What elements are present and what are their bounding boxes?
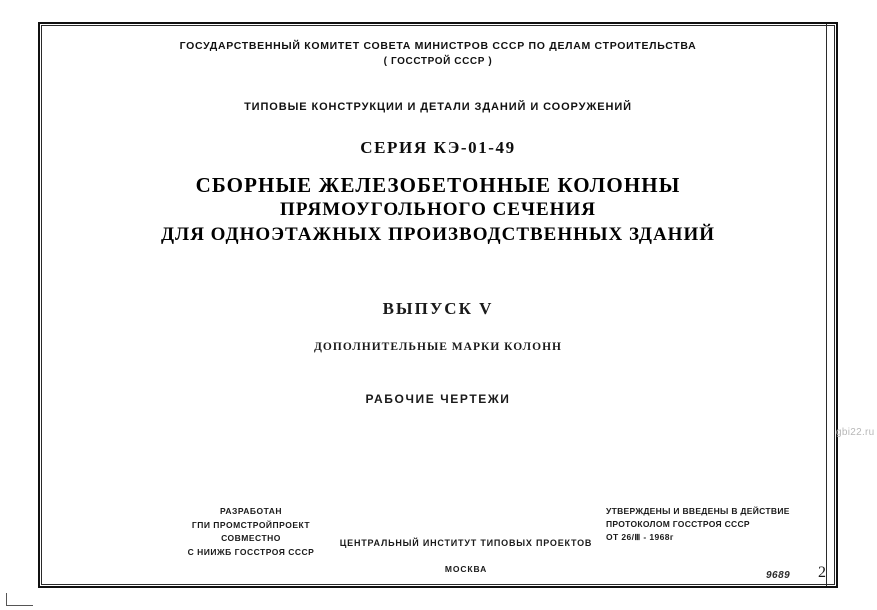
publisher-name: ЦЕНТРАЛЬНЫЙ ИНСТИТУТ ТИПОВЫХ ПРОЕКТОВ [339,538,593,548]
typical-constructions-label: ТИПОВЫЕ КОНСТРУКЦИИ И ДЕТАЛИ ЗДАНИЙ И СООРУЖЕНИЙ [244,101,632,113]
approval-block [606,505,816,544]
document-title-line1: СБОРНЫЕ ЖЕЛЕЗОБЕТОННЫЕ КОЛОННЫ [195,173,681,197]
approval-line2: ПРОТОКОЛОМ ГОССТРОЯ СССР [606,519,750,529]
sheet-code: 9689 [766,570,791,581]
developed-by-line4: С НИИЖБ ГОССТРОЯ СССР [187,546,315,557]
document-title-line2: ПРЯМОУГОЛЬНОГО СЕЧЕНИЯ [280,199,596,220]
ministry-header [41,39,835,69]
scan-corner-mark [6,593,33,606]
approval-line1: УТВЕРЖДЕНЫ И ВВЕДЕНЫ В ДЕЙСТВИЕ [606,506,790,516]
ministry-header-line2: ( ГОССТРОЙ СССР ) [383,56,493,67]
series-number: СЕРИЯ КЭ-01-49 [360,138,516,157]
developed-by-line1: РАЗРАБОТАН [219,506,283,516]
publisher-city: МОСКВА [444,564,488,574]
developed-by-block [151,505,351,559]
issue-subtitle: ДОПОЛНИТЕЛЬНЫЕ МАРКИ КОЛОНН [314,341,562,353]
approval-date: ОТ 26/Ⅲ - 1968г [606,532,674,542]
working-drawings-label: РАБОЧИЕ ЧЕРТЕЖИ [365,392,511,406]
developed-by-line2: ГПИ ПРОМСТРОЙПРОЕКТ [191,519,311,530]
ministry-header-line1: ГОСУДАРСТВЕННЫЙ КОМИТЕТ СОВЕТА МИНИСТРОВ СССР ПО ДЕЛАМ СТРОИТЕЛЬСТВА [179,40,697,52]
title-page-content [41,25,835,585]
page-number: 2 [818,564,826,581]
developed-by-line3: СОВМЕСТНО [221,533,281,543]
document-title [41,173,835,248]
issue-number: ВЫПУСК V [382,299,494,318]
publisher-block [331,530,601,582]
watermark-text: gbi22.ru [836,427,875,438]
document-title-line3: ДЛЯ ОДНОЭТАЖНЫХ ПРОИЗВОДСТВЕННЫХ ЗДАНИЙ [160,224,716,245]
